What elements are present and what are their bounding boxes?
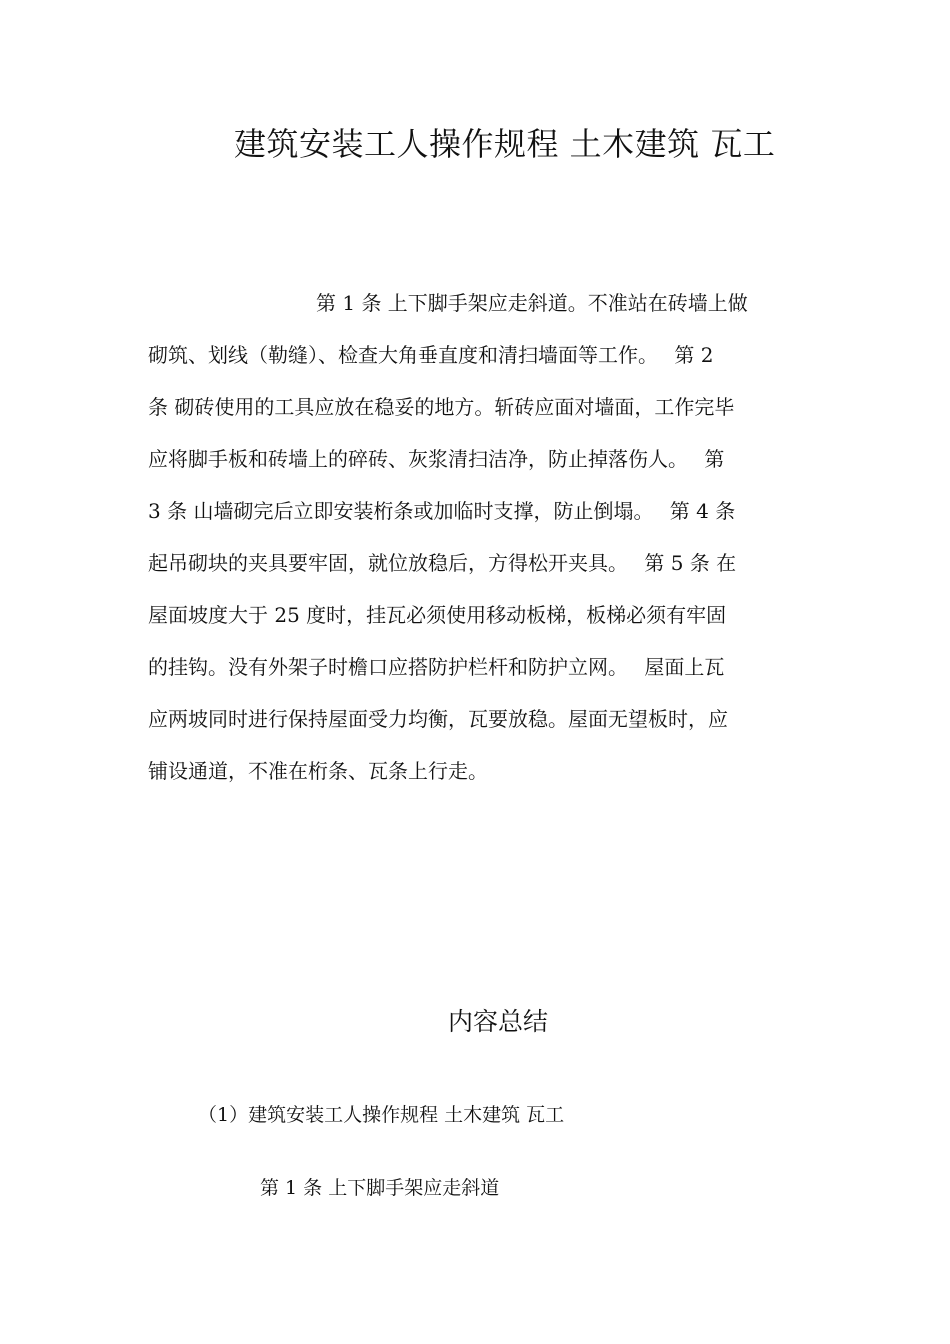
body-line: 铺设通道，不准在桁条、瓦条上行走。 bbox=[148, 759, 488, 783]
summary-sub-item: 第 1 条 上下脚手架应走斜道 bbox=[260, 1177, 500, 1199]
body-line: 应将脚手板和砖墙上的碎砖、灰浆清扫洁净，防止掉落伤人。 第 bbox=[148, 447, 725, 471]
document-title: 建筑安装工人操作规程 土木建筑 瓦工 bbox=[234, 125, 776, 163]
summary-item: （1）建筑安装工人操作规程 土木建筑 瓦工 bbox=[198, 1104, 565, 1126]
body-line: 砌筑、划线（勒缝）、检查大角垂直度和清扫墙面等工作。 第 2 bbox=[148, 343, 714, 367]
body-line: 应两坡同时进行保持屋面受力均衡，瓦要放稳。屋面无望板时，应 bbox=[148, 707, 728, 731]
body-line: 起吊砌块的夹具要牢固，就位放稳后，方得松开夹具。 第 5 条 在 bbox=[148, 551, 737, 575]
body-line: 的挂钩。没有外架子时檐口应搭防护栏杆和防护立网。 屋面上瓦 bbox=[148, 655, 725, 679]
body-line: 第 1 条 上下脚手架应走斜道。不准站在砖墙上做 bbox=[316, 291, 748, 315]
body-line: 3 条 山墙砌完后立即安装桁条或加临时支撑，防止倒塌。 第 4 条 bbox=[148, 499, 736, 523]
summary-heading: 内容总结 bbox=[448, 1007, 549, 1036]
body-line: 条 砌砖使用的工具应放在稳妥的地方。斩砖应面对墙面，工作完毕 bbox=[148, 395, 735, 419]
body-line: 屋面坡度大于 25 度时，挂瓦必须使用移动板梯，板梯必须有牢固 bbox=[148, 603, 727, 627]
